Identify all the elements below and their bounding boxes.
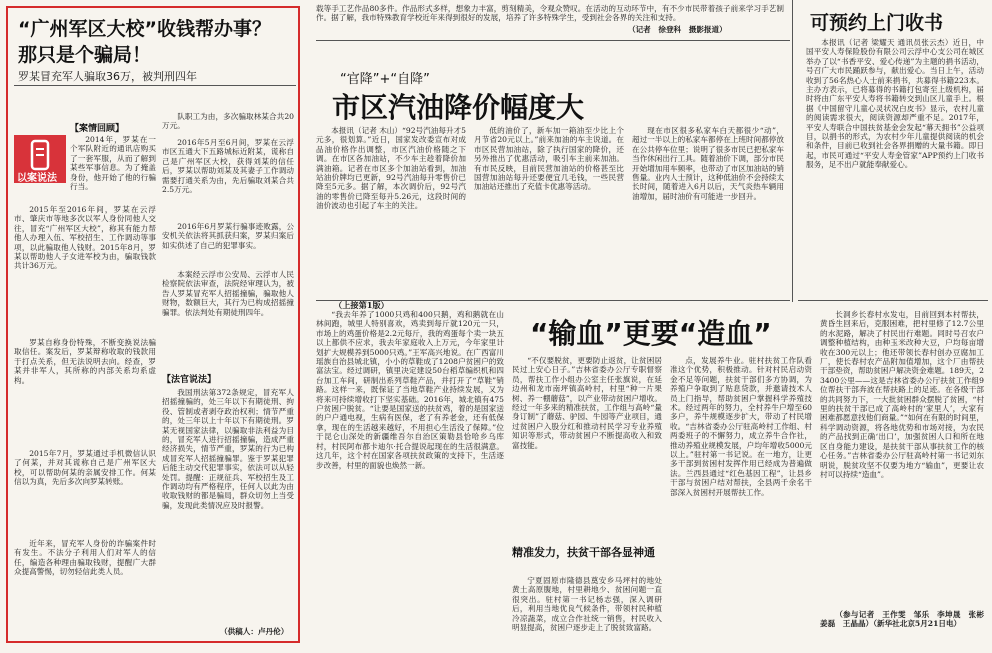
case-story-title-line2: 那只是个骗局！	[18, 44, 152, 66]
case-story-m1: 队职工为由，多次骗取林某合共20万元。	[162, 112, 294, 131]
case-story-para-1: 2014年，罗某在一个军队附近的通讯店购买了一套军服，从而了解到某些军事信息。为了掩盖身份，他开始了他的行骗行当。	[70, 135, 156, 192]
fuel-story-col-1: 本报讯（记者 木山）“92号汽油每升才5元多，很划算。”近日，国家发改委宣布对成品油价格作出调整，市区汽油价格随之下调。在市区各加油站，不少车主趁着降价加满油箱。记者在市区多个加油站看到，加油站油价牌均已更新，92号汽油每升零售价已降至5元多。据了解，本次调价后，92号汽油的零售价已降至每升5.26元，这段时间的油价波动也引起了车主的关注。	[316, 126, 466, 211]
poverty-subheading: 精准发力，扶贫干部各显神通	[512, 546, 655, 559]
poverty-story-col-3: 点，发展养牛业。驻村扶贫工作队看准这个优势，积极推动。针对村民启动资金不足等问题，扶贫干部们多方协调，为养殖户争取到了贴息贷款，并邀请技术人员上门指导，帮助贫困户掌握科学养殖技术。经过两年的努力，全村养牛户增至60多户，养牛规模逐步扩大，带动了村民增收。“吉林省委办公厅驻高岭村工作组、村两委班子的不懈努力，成立养牛合作社，推动养殖业规模发展，户均年增收5000元以上。”驻村第一书记说。在一地方，让更多干部到贫困村发挥作用已经成为普遍做法。兰西县通过“红色基因工程”，让县乡干部与贫困户结对帮扶，全县两千余名干部深入贫困村开展帮扶工作。	[670, 356, 812, 497]
fuel-story-col-3: 现在市区很多私家车白天都很少“动”，超过一半以上的私家车都停在上班时间都停放在公共停车位里；说明了很多市民已把私家车当作休闲出行工具。随着油价下调，部分市民开始增加用车频率，也带动了市区加油站的销售量。业内人士预计，这种低油价不会持续太长时间，随着进入6月以后，天气炎热车辆用油增加，届时油价有可能进一步回升。	[632, 126, 784, 201]
case-logo-label: 以案说法	[17, 173, 57, 184]
book-story-rule	[798, 300, 988, 301]
poverty-story-col-4: 长洞乡长春村水发屯，目前回到本村帮扶，黄昏生回来后，克服困难，把村里修了12.7公里的水泥路，解决了村民出行难题。同时号召农户调整种植结构，由种玉米改种大豆，户均每亩增收在300元以上；他还带领长春村创办豆腐加工厂，使长春村农产品附加值增加，这个厂由帮扶干部垫资，帮助贫困户解决资金难题。189天，23400公里——这是吉林省委办公厅扶贫工作组9位帮扶干部奔波在帮扶路上的足迹。在各级干部的共同努力下，一大批贫困群众摆脱了贫困，“村里的扶贫干部已成了高岭村的‘家里人’，大家有困难都愿意找他们商量。”“如何在有限的时间里，科学调动资源，将各地优势和市场对接，为农民的产品找到正确‘出口’，加强贫困人口和所在地区自身能力建设，是扶贫干部从事扶贫工作的核心任务。”吉林省委办公厅驻高岭村第一书记刘东明说，脱贫攻坚不仅要为地方“输血”，更要让农村可以持续“造血”。	[820, 310, 984, 479]
poverty-story-col-2: “不仅要脱贫，更要防止返贫，让贫困居民过上安心日子。”吉林省委办公厅专职督察员，帮扶工作小组办公室主任张旗说，在延边州和龙市南坪镇高岭村，村里“种一片果树、养一棚蘑菇”，以产业带动贫困户增收。经过一年多来的精准扶贫，工作组与高岭“量身订制”了蘑菇、驴园、牛园等产业项目，通过贫困户入股分红和推动村民学习专业养殖知识等形式，带动贫困户不断提高收入和致富技能。	[512, 356, 662, 450]
book-story-text: 本报讯（记者 梁耀天 通讯员张云杰）近日，中国平安人寿保险股份有限公司云浮中心支公司在城区举办了以“书香平安、爱心传递”为主题的捐书活动，号召广大市民踊跃参与，献出爱心。当日上午，活动收到了56名热心人士前来捐书，共募得书籍223本。主办方表示，已将募得的书籍打包寄至上级机构，届时将由广东平安人寿将书籍转交到山区儿童手上。根据《中国留守儿童心灵状况白皮书》显示，农村儿童的阅读需求很大，阅读资源却严重不足。2017年，平安人寿联合中国扶贫基金会发起“幕天拥书”公益项目，以捐书的形式，为农村少年儿童提供阅读的机会和条件，目前已收到社会各界捐赠的大量书籍。即日起，市民可通过“平安人寿金管家”APP预约上门收书服务，足不出户就能奉献爱心。	[806, 38, 984, 170]
judge-comment-text: 我国刑法第372条规定，冒充军人招摇撞骗的，处三年以下有期徒刑、拘役、管制或者剥夺政治权利；情节严重的，处三年以上十年以下有期徒刑。罗某无视国家法律，以骗取非法利益为目的，冒充军人进行招摇撞骗，造成严重经济损失，情节严重，罗某的行为已构成冒充军人招摇撞骗罪。鉴于罗某犯罪后能主动交代犯罪事实，依法可以从轻处罚。提醒：正规征兵、军校招生及工作调动均有严格程序，任何人以此为由收取钱财的都是骗局，群众切勿上当受骗，发现此类情况应及时报警。	[162, 388, 294, 510]
case-story-para-4: 2015年7月，罗某通过手机微信认识了何某，并对其谎称自己是广州军区大校，可以帮助何某的亲属安排工作。何某信以为真，先后多次向罗某转账。	[14, 449, 156, 487]
top-strip-text: 载等手工艺作品80多件。作品形式多样，想象力丰富，剪刻精美，令观众赞叹。在活动的互动环节中，有不少市民带着孩子前来学习手艺制作。据了解，我市特殊教育学校近年来得到很好的发展，培养了许多特殊学生，受到社会各界的关注和支持。	[316, 4, 784, 23]
fuel-story-title: 市区汽油降价幅度大	[332, 91, 585, 124]
right-column-rule	[792, 0, 793, 302]
case-story-credit: （供稿人：卢丹伦）	[220, 627, 289, 636]
fuel-story-col-2: 低的油价了，新车加一箱油至少比上个月节省20元以上。”前来加油的车主说道。在市区民营加油站，除了执行国家的降价，还另外推出了优惠活动，吸引车主前来加油。有市民反映，目前民营加油站的价格甚至比国营加油站每升还要便宜几毛钱，一些民营加油站还推出了充值卡优惠等活动。	[474, 126, 624, 192]
case-story-m2: 2016年5月至6月间，罗某在云浮市区五通大下五路城标近附某，谎称自己是广州军区大校，获得刘某的信任后，罗某以帮助刘某及其妻子工作调动需要打通关系为由，先后骗取刘某合共2.5万元。	[162, 138, 294, 195]
top-strip-credit: （记者 徐登科 摄影报道）	[628, 25, 727, 34]
top-strip-rule	[316, 40, 790, 41]
book-story-title: 可预约上门收书	[810, 12, 944, 34]
fuel-story-kicker: “官降”+“自降”	[340, 72, 430, 87]
case-story-para-2: 2015年至2016年间，罗某在云浮市、肇庆市等地多次以军人身份同他人交往，冒充“广州军区大校”，称其有能力帮他人办理入伍、军校招生、工作调动等事项，以此骗取他人钱财。2015年8月，罗某以帮助他人子女进军校为由，骗取钱款共计36万元。	[14, 205, 156, 271]
case-story-subtitle: 罗某冒充军人骗取36万，被判刑四年	[18, 70, 197, 83]
poverty-story-title: “输血”更要“造血”	[530, 317, 772, 350]
poverty-story-col-1: “我去年养了1000只鸡和400只鹅，鸡和鹅就在山林间跑，城里人特别喜欢，鸡卖到每斤就120元一只，市场上的鸡蛋价格是2.2元每斤，我的鸡蛋每个卖一块五以上都供不应求，我去年家庭收入上万元，今年家里计划扩大规模养到5000只鸡。”王军高兴地说。在广西富川瑶族自治县城北镇，小小的草鞋成了1208户贫困户的致富法宝。经过调研，镇里决定建设50台稻草编织机和四台加工车间，研制出系列草鞋产品，并打开了“草鞋”销路。这样一来，既保证了当地草鞋产业持续发展，又为将来可持续增收打下坚实基础。2016年，城北镇有475户贫困户脱贫。“让要是国家送的扶贫鸡，着的是国家送的户户通电视，生病有医保，老了有养老金，还有低保拿，现在的生活越来越好，不用担心生活没了保障。”位于昆仑山深处的新疆维吾尔自治区策勒县恰哈乡乌库村，村民阿布都卡迪尔·托合提说起现在的生活很满意。这几年，这个村在国家各项扶贫政策的支持下，生活逐步改善，村里的面貌也焕然一新。	[316, 310, 504, 470]
case-story-title: “广州军区大校”收钱帮办事？	[18, 18, 271, 40]
continued-lead: （上接第1版）	[334, 300, 389, 310]
case-story-m4: 本案经云浮市公安局、云浮市人民检察院依法审查，法院经审理认为，被告人罗某冒充军人招摇撞骗，骗取他人财物，数额巨大，其行为已构成招摇撞骗罪。依法判处有期徒刑四年。	[162, 270, 294, 317]
poverty-story-col-2b: 宁夏固原市隆德县奠安乡马坪村的地处黄土高原腹地，村里耕地少、贫困问题一直很突出。驻村第一书记杨志强，深入调研后，利用当地优良气候条件，带领村民种植冷凉蔬菜，成立合作社统一销售，村民收入明显提高，贫困户逐步走上了脱贫致富路。	[512, 576, 662, 633]
case-story-m3: 2016年6月罗某行骗事迹败露，公安机关依法将其抓获归案，罗某归案后如实供述了自己的犯罪事实。	[162, 222, 294, 250]
case-title-rule	[14, 85, 296, 86]
case-story-para-3: 罗某自称身份特殊，不断变换说法骗取信任。案发后，罗某辩称收取的钱款用于打点关系，但无法说明去向。经查，罗某并非军人，其所称的内部关系均系虚构。	[14, 338, 156, 385]
case-review-heading: 【案情回顾】	[70, 124, 125, 134]
case-logo	[14, 135, 66, 183]
poverty-story-credit: （参与记者 王作雯 邹乐 李坤晟 张彬 姜磊 王晶晶）（新华社北京5月21日电）	[820, 610, 992, 629]
judge-comment-heading: 【法官说法】	[162, 375, 217, 385]
case-story-para-5: 近年来，冒充军人身份的诈骗案件时有发生。不法分子利用人们对军人的信任，编造各种理由骗取钱财，提醒广大群众提高警惕，切勿轻信此类人员。	[14, 539, 156, 577]
